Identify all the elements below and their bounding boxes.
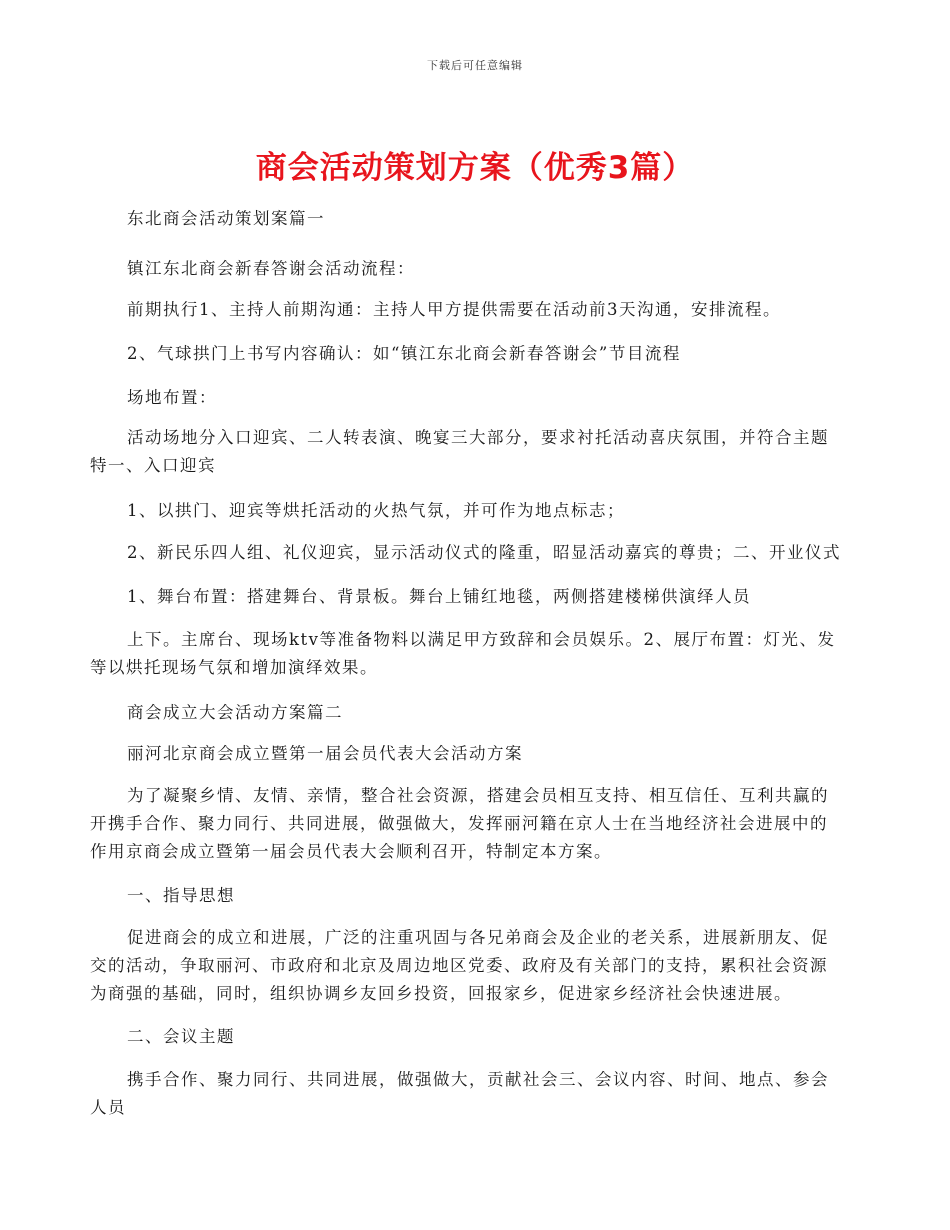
paragraph bbox=[90, 782, 862, 866]
paragraph bbox=[90, 205, 862, 233]
paragraph-line: 交的活动，争取丽河、市政府和北京及周边地区党委、政府及有关部门的支持，累积社会资源 bbox=[90, 956, 828, 975]
paragraph-line: 镇江东北商会新春答谢会活动流程： bbox=[127, 259, 415, 278]
paragraph-line: 为商强的基础，同时，组织协调乡友回乡投资，回报家乡，促进家乡经济社会快速进展。 bbox=[90, 984, 792, 1003]
paragraph bbox=[90, 497, 862, 525]
paragraph-line: 作用京商会成立暨第一届会员代表大会顺利召开，特制定本方案。 bbox=[90, 842, 612, 861]
page-header-note: 下载后可任意编辑 bbox=[427, 59, 523, 72]
paragraph-line: 一、指导思想 bbox=[127, 886, 235, 905]
paragraph-line: 2、新民乐四人组、礼仪迎宾，显示活动仪式的隆重，昭显活动嘉宾的尊贵；二、开业仪式 bbox=[127, 543, 841, 562]
paragraph bbox=[90, 699, 862, 727]
paragraph bbox=[90, 340, 862, 368]
paragraph-line: 二、会议主题 bbox=[127, 1027, 235, 1046]
paragraph bbox=[90, 1023, 862, 1051]
paragraph-line: 活动场地分入口迎宾、二人转表演、晚宴三大部分，要求衬托活动喜庆氛围，并符合主题 bbox=[127, 428, 829, 447]
paragraph bbox=[90, 255, 862, 283]
paragraph-line: 1、以拱门、迎宾等烘托活动的火热气氛，并可作为地点标志； bbox=[127, 501, 625, 520]
paragraph-line: 开携手合作、聚力同行、共同进展，做强做大，发挥丽河籍在京人士在当地经济社会进展中的 bbox=[90, 814, 828, 833]
paragraph-line: 东北商会活动策划案篇一 bbox=[127, 209, 325, 228]
paragraph bbox=[90, 882, 862, 910]
paragraph bbox=[90, 740, 862, 768]
paragraph-line: 促进商会的成立和进展，广泛的注重巩固与各兄弟商会及企业的老关系，进展新朋友、促 bbox=[127, 928, 829, 947]
paragraph-line: 1、舞台布置：搭建舞台、背景板。舞台上铺红地毯，两侧搭建楼梯供演绎人员 bbox=[127, 587, 751, 606]
paragraph-line: 人员 bbox=[90, 1098, 126, 1117]
paragraph-line: 为了凝聚乡情、友情、亲情，整合社会资源，搭建会员相互支持、相互信任、互利共赢的 bbox=[127, 786, 829, 805]
paragraph-line: 2、气球拱门上书写内容确认：如“镇江东北商会新春答谢会”节目流程 bbox=[127, 344, 681, 363]
paragraph-line: 携手合作、聚力同行、共同进展，做强做大，贡献社会三、会议内容、时间、地点、参会 bbox=[127, 1070, 829, 1089]
paragraph bbox=[90, 424, 862, 480]
paragraph-line: 场地布置： bbox=[127, 388, 217, 407]
paragraph-line: 等以烘托现场气氛和增加演绎效果。 bbox=[90, 658, 378, 677]
paragraph bbox=[90, 539, 862, 567]
paragraph-line: 商会成立大会活动方案篇二 bbox=[127, 703, 343, 722]
paragraph bbox=[90, 384, 862, 412]
paragraph-line: 特一、入口迎宾 bbox=[90, 456, 216, 475]
paragraph bbox=[90, 296, 862, 324]
paragraph-line: 前期执行1、主持人前期沟通：主持人甲方提供需要在活动前3天沟通，安排流程。 bbox=[127, 300, 781, 319]
paragraph bbox=[90, 1066, 862, 1122]
paragraph-line: 丽河北京商会成立暨第一届会员代表大会活动方案 bbox=[127, 744, 523, 763]
document-title: 商会活动策划方案（优秀3篇） bbox=[255, 150, 695, 186]
paragraph bbox=[90, 583, 862, 611]
paragraph bbox=[90, 626, 862, 682]
paragraph-line: 上下。主席台、现场ktv等准备物料以满足甲方致辞和会员娱乐。2、展厅布置：灯光、发 bbox=[127, 630, 836, 649]
paragraph bbox=[90, 924, 862, 1008]
